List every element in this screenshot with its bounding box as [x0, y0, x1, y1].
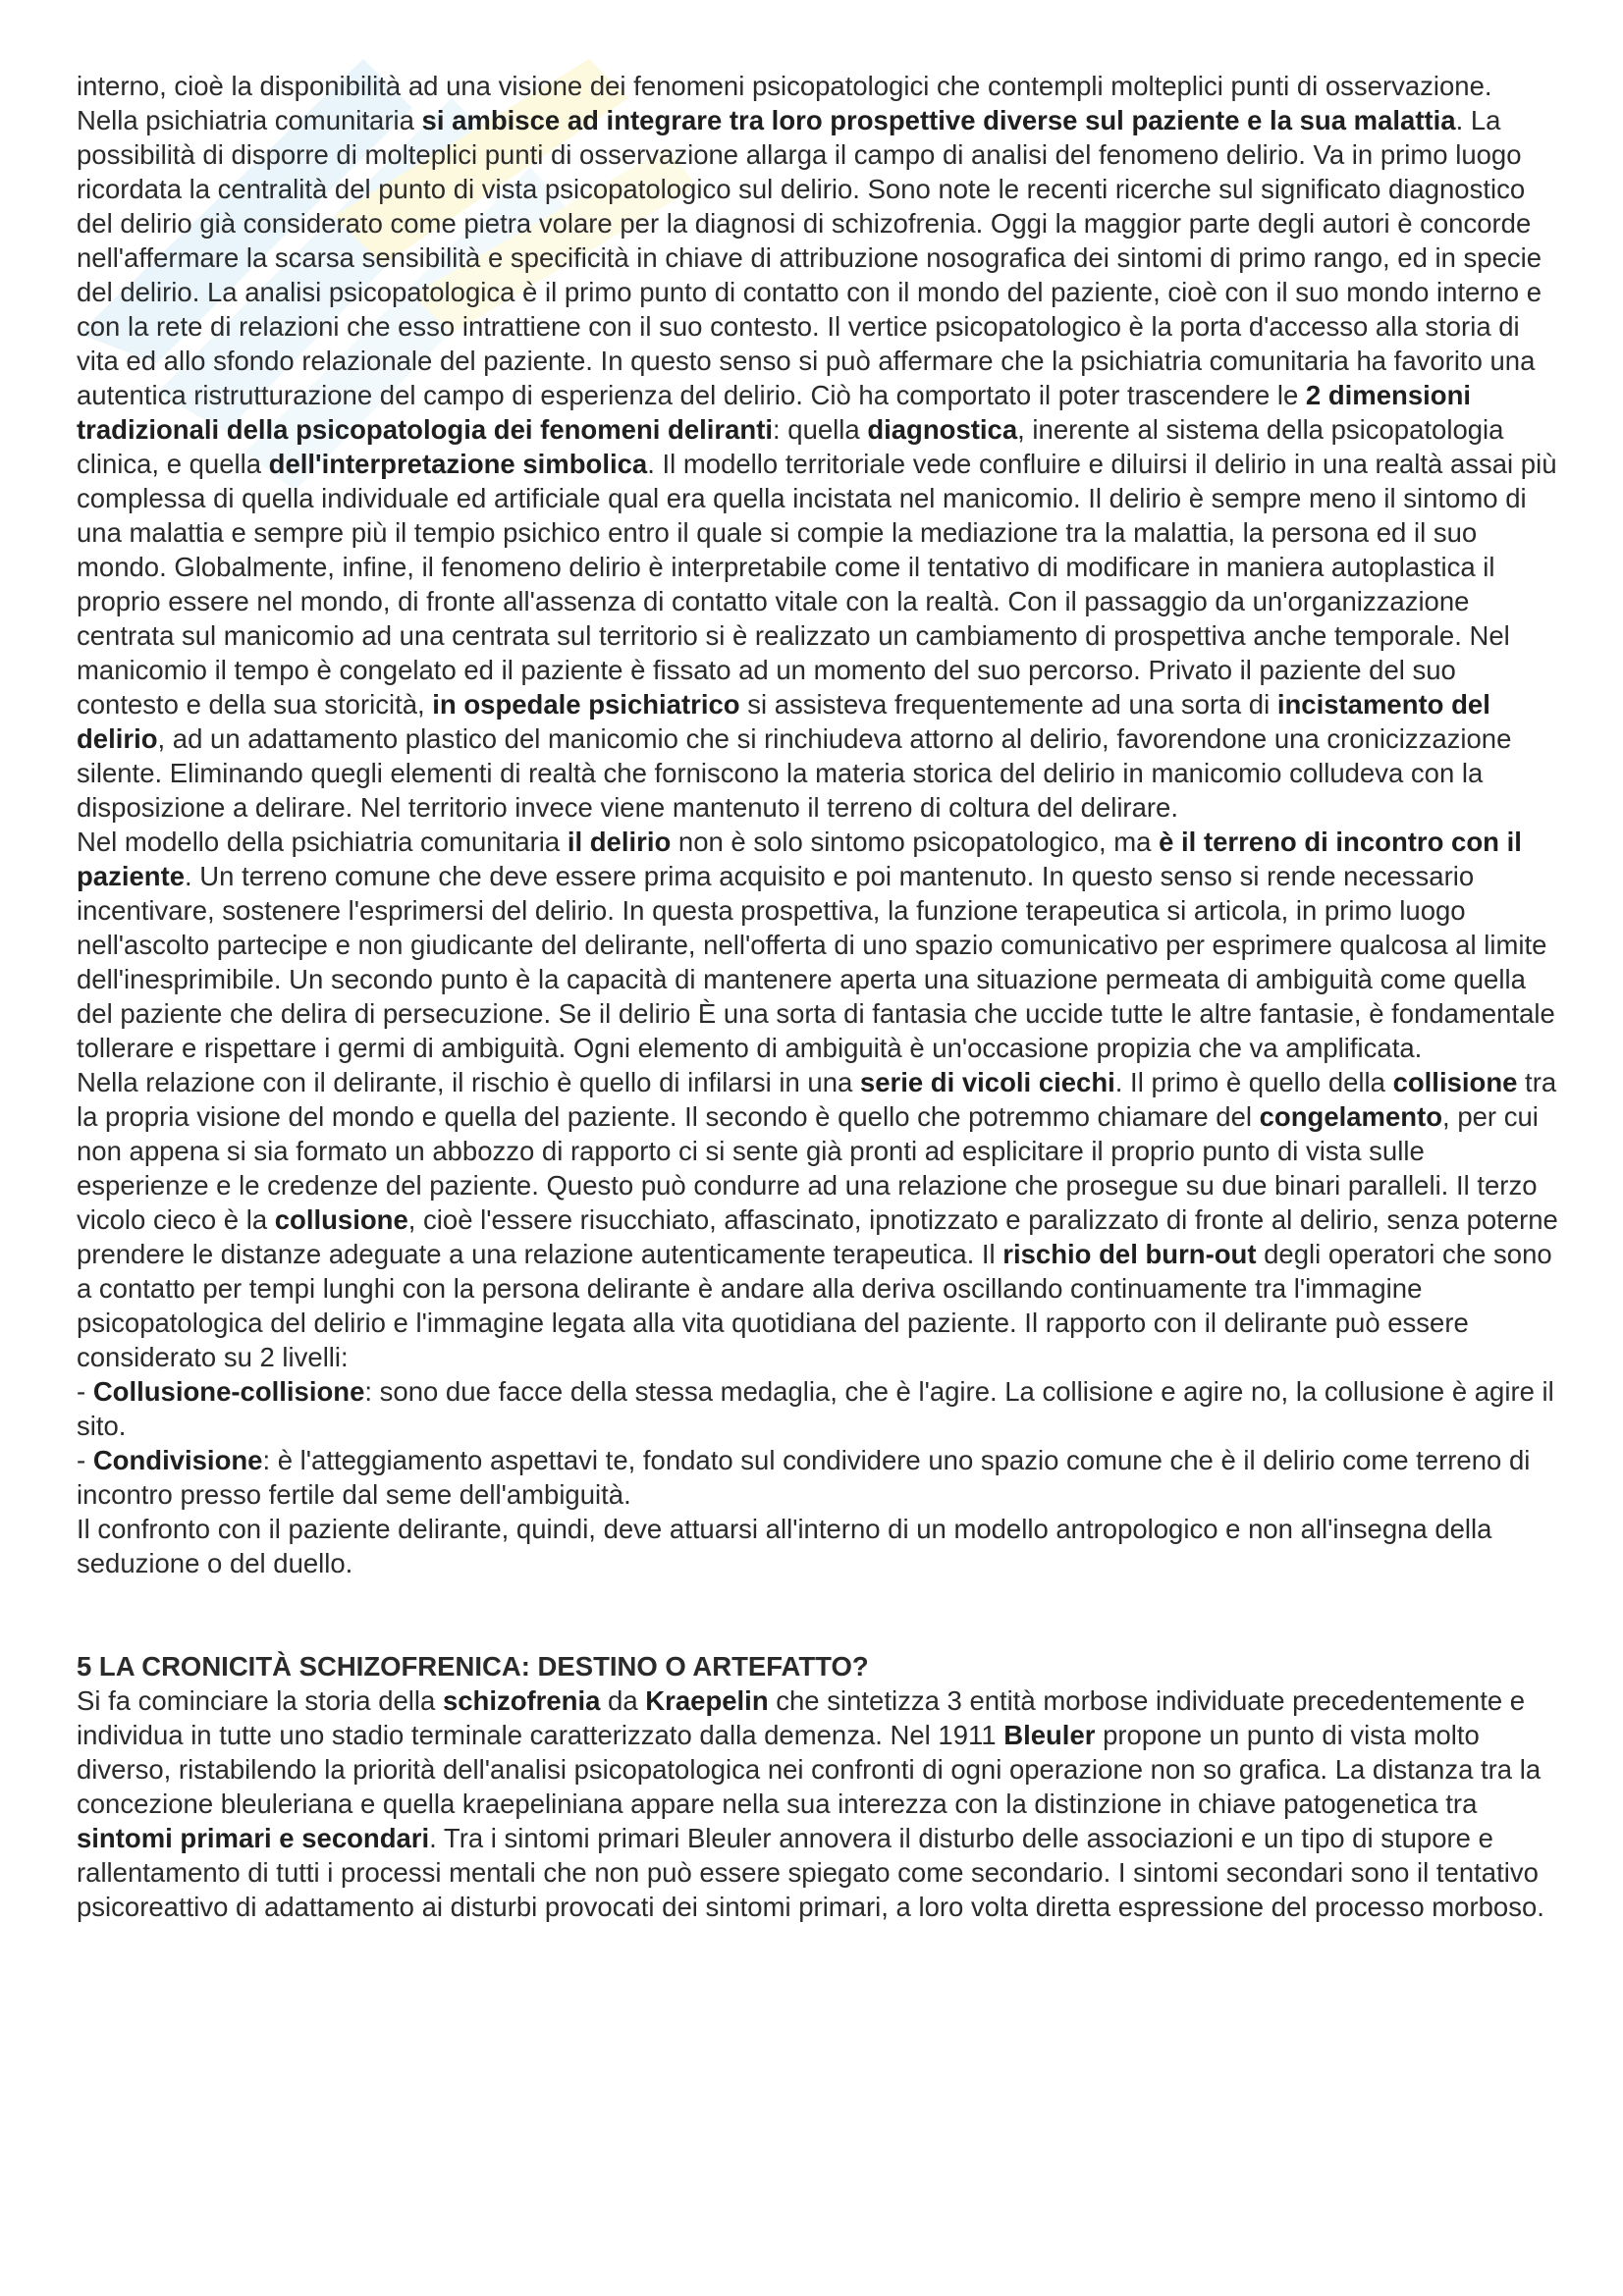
bold-phrase: collusione	[274, 1204, 408, 1235]
bold-phrase: collisione	[1392, 1067, 1518, 1097]
bold-phrase: incistamento del delirio	[77, 689, 1490, 754]
paragraph-delirio-punti-osservazione: interno, cioè la disponibilità ad una visione dei fenomeni psicopatologici che contempli molteplici punti di osservazione. Nella psichiatria comunitaria si ambisce ad integrare tra loro prospettive diverse sul paziente e la sua malattia. La possibilità di disporre di molteplici punti di osservazione allarga il campo di analisi del fenomeno delirio. Va in primo luogo ricordata la centralità del punto di vista psicopatologico sul delirio. Sono note le recenti ricerche sul significato diagnostico del delirio già considerato come pietra volare per la diagnosi di schizofrenia. Oggi la maggior parte degli autori è concorde nell'affermare la scarsa sensibilità e specificità in chiave di attribuzione nosografica dei sintomi di primo rango, ed in specie del delirio. La analisi psicopatologica è il primo punto di contatto con il mondo del paziente, cioè con il suo mondo interno e con la rete di relazioni che esso intrattiene con il suo contesto. Il vertice psicopatologico è la porta d'accesso alla storia di vita ed allo sfondo relazionale del paziente. In questo senso si può affermare che la psichiatria comunitaria ha favorito una autentica ristrutturazione del campo di esperienza del delirio. Ciò ha comportato il poter trascendere le 2 dimensioni tradizionali della psicopatologia dei fenomeni deliranti: quella diagnostica, inerente al sistema della psicopatologia clinica, e quella dell'interpretazione simbolica. Il modello territoriale vede confluire e diluirsi il delirio in una realtà assai più complessa di quella individuale ed artificiale qual era quella incistata nel manicomio. Il delirio è sempre meno il sintomo di una malattia e sempre più il tempio psichico entro il quale si compie la mediazione tra la malattia, la persona ed il suo mondo. Globalmente, infine, il fenomeno delirio è interpretabile come il tentativo di modificare in maniera autoplastica il proprio essere nel mondo, di fronte all'assenza di contatto vitale con la realtà. Con il passaggio da un'organizzazione centrata sul manicomio ad una centrata sul territorio si è realizzato un cambiamento di prospettiva anche temporale. Nel manicomio il tempo è congelato ed il paziente è fissato ad un momento del suo percorso. Privato il paziente del suo contesto e della sua storicità, in ospedale psichiatrico si assisteva frequentemente ad una sorta di incistamento del delirio, ad un adattamento plastico del manicomio che si rinchiudeva attorno al delirio, favorendone una cronicizzazione silente. Eliminando quegli elementi di realtà che forniscono la materia storica del delirio in manicomio colludeva con la disposizione a delirare. Nel territorio invece viene mantenuto il terreno di coltura del delirare.	[77, 71, 1557, 823]
bold-phrase: si ambisce ad integrare tra loro prospettive diverse sul paziente e la sua malattia	[421, 105, 1456, 135]
section-heading: 5 LA CRONICITÀ SCHIZOFRENICA: DESTINO O ARTEFATTO?	[77, 1651, 869, 1682]
bold-phrase: Bleuler	[1003, 1720, 1096, 1750]
document-page	[77, 69, 1559, 1924]
bold-phrase: serie di vicoli ciechi	[859, 1067, 1115, 1097]
bold-phrase: sintomi primari e secondari	[77, 1823, 430, 1853]
bold-phrase: Collusione-collisione	[92, 1376, 365, 1407]
bold-phrase: è il terreno di incontro con il paziente	[77, 827, 1522, 891]
list-item-condivisione: - Condivisione: è l'atteggiamento aspettavi te, fondato sul condividere uno spazio comune che è il delirio come terreno di incontro presso fertile dal seme dell'ambiguità.	[77, 1445, 1531, 1510]
bold-phrase: il delirio	[567, 827, 672, 857]
bold-phrase: Condivisione	[92, 1445, 263, 1475]
bold-phrase: schizofrenia	[442, 1685, 601, 1716]
bold-phrase: diagnostica	[867, 414, 1018, 445]
bold-phrase: congelamento	[1259, 1101, 1443, 1132]
bold-phrase: in ospedale psichiatrico	[432, 689, 740, 720]
paragraph-vicoli-ciechi: Nella relazione con il delirante, il rischio è quello di infilarsi in una serie di vicoli ciechi. Il primo è quello della collisione tra la propria visione del mondo e quella del paziente. Il secondo è quello che potremmo chiamare del congelamento, per cui non appena si sia formato un abbozzo di rapporto ci si sente già pronti ad esplicitare il proprio punto di vista sulle esperienze e le credenze del paziente. Questo può condurre ad una relazione che prosegue su due binari paralleli. Il terzo vicolo cieco è la collusione, cioè l'essere risucchiato, affascinato, ipnotizzato e paralizzato di fronte al delirio, senza poterne prendere le distanze adeguate a una relazione autenticamente terapeutica. Il rischio del burn-out degli operatori che sono a contatto per tempi lunghi con la persona delirante è andare alla deriva oscillando continuamente tra l'immagine psicopatologica del delirio e l'immagine legata alla vita quotidiana del paziente. Il rapporto con il delirante può essere considerato su 2 livelli:	[77, 1067, 1558, 1372]
paragraph-terreno-di-incontro: Nel modello della psichiatria comunitaria il delirio non è solo sintomo psicopatologico, ma è il terreno di incontro con il paziente. Un terreno comune che deve essere prima acquisito e poi mantenuto. In questo senso si rende necessario incentivare, sostenere l'esprimersi del delirio. In questa prospettiva, la funzione terapeutica si articola, in primo luogo nell'ascolto partecipe e non giudicante del delirante, nell'offerta di uno spazio comunicativo per esprimere qualcosa al limite dell'inesprimibile. Un secondo punto è la capacità di mantenere aperta una situazione permeata di ambiguità come quella del paziente che delira di persecuzione. Se il delirio È una sorta di fantasia che uccide tutte le altre fantasie, è fondamentale tollerare e rispettare i germi di ambiguità. Ogni elemento di ambiguità è un'occasione propizia che va amplificata.	[77, 827, 1555, 1063]
list-item-collusione-collisione: - Collusione-collisione: sono due facce della stessa medaglia, che è l'agire. La collisione e agire no, la collusione è agire il sito.	[77, 1376, 1554, 1441]
bold-phrase: 2 dimensioni tradizionali della psicopatologia dei fenomeni deliranti	[77, 380, 1472, 445]
section-spacer	[77, 1580, 1559, 1649]
paragraph-cronicita-schizofrenica: Si fa cominciare la storia della schizofrenia da Kraepelin che sintetizza 3 entità morbose individuate precedentemente e individua in tutte uno stadio terminale caratterizzato dalla demenza. Nel 1911 Bleuler propone un punto di vista molto diverso, ristabilendo la priorità dell'analisi psicopatologica nei confronti di ogni operazione non so grafica. La distanza tra la concezione bleuleriana e quella kraepeliniana appare nella sua interezza con la distinzione in chiave patogenetica tra sintomi primari e secondari. Tra i sintomi primari Bleuler annovera il disturbo delle associazioni e un tipo di stupore e rallentamento di tutti i processi mentali che non può essere spiegato come secondario. I sintomi secondari sono il tentativo psicoreattivo di adattamento ai disturbi provocati dei sintomi primari, a loro volta diretta espressione del processo morboso.	[77, 1685, 1544, 1922]
paragraph-modello-antropologico: Il confronto con il paziente delirante, quindi, deve attuarsi all'interno di un modello antropologico e non all'insegna della seduzione o del duello.	[77, 1514, 1492, 1578]
bold-phrase: rischio del burn-out	[1002, 1239, 1257, 1269]
bold-phrase: dell'interpretazione simbolica	[268, 449, 648, 479]
bold-phrase: Kraepelin	[645, 1685, 769, 1716]
